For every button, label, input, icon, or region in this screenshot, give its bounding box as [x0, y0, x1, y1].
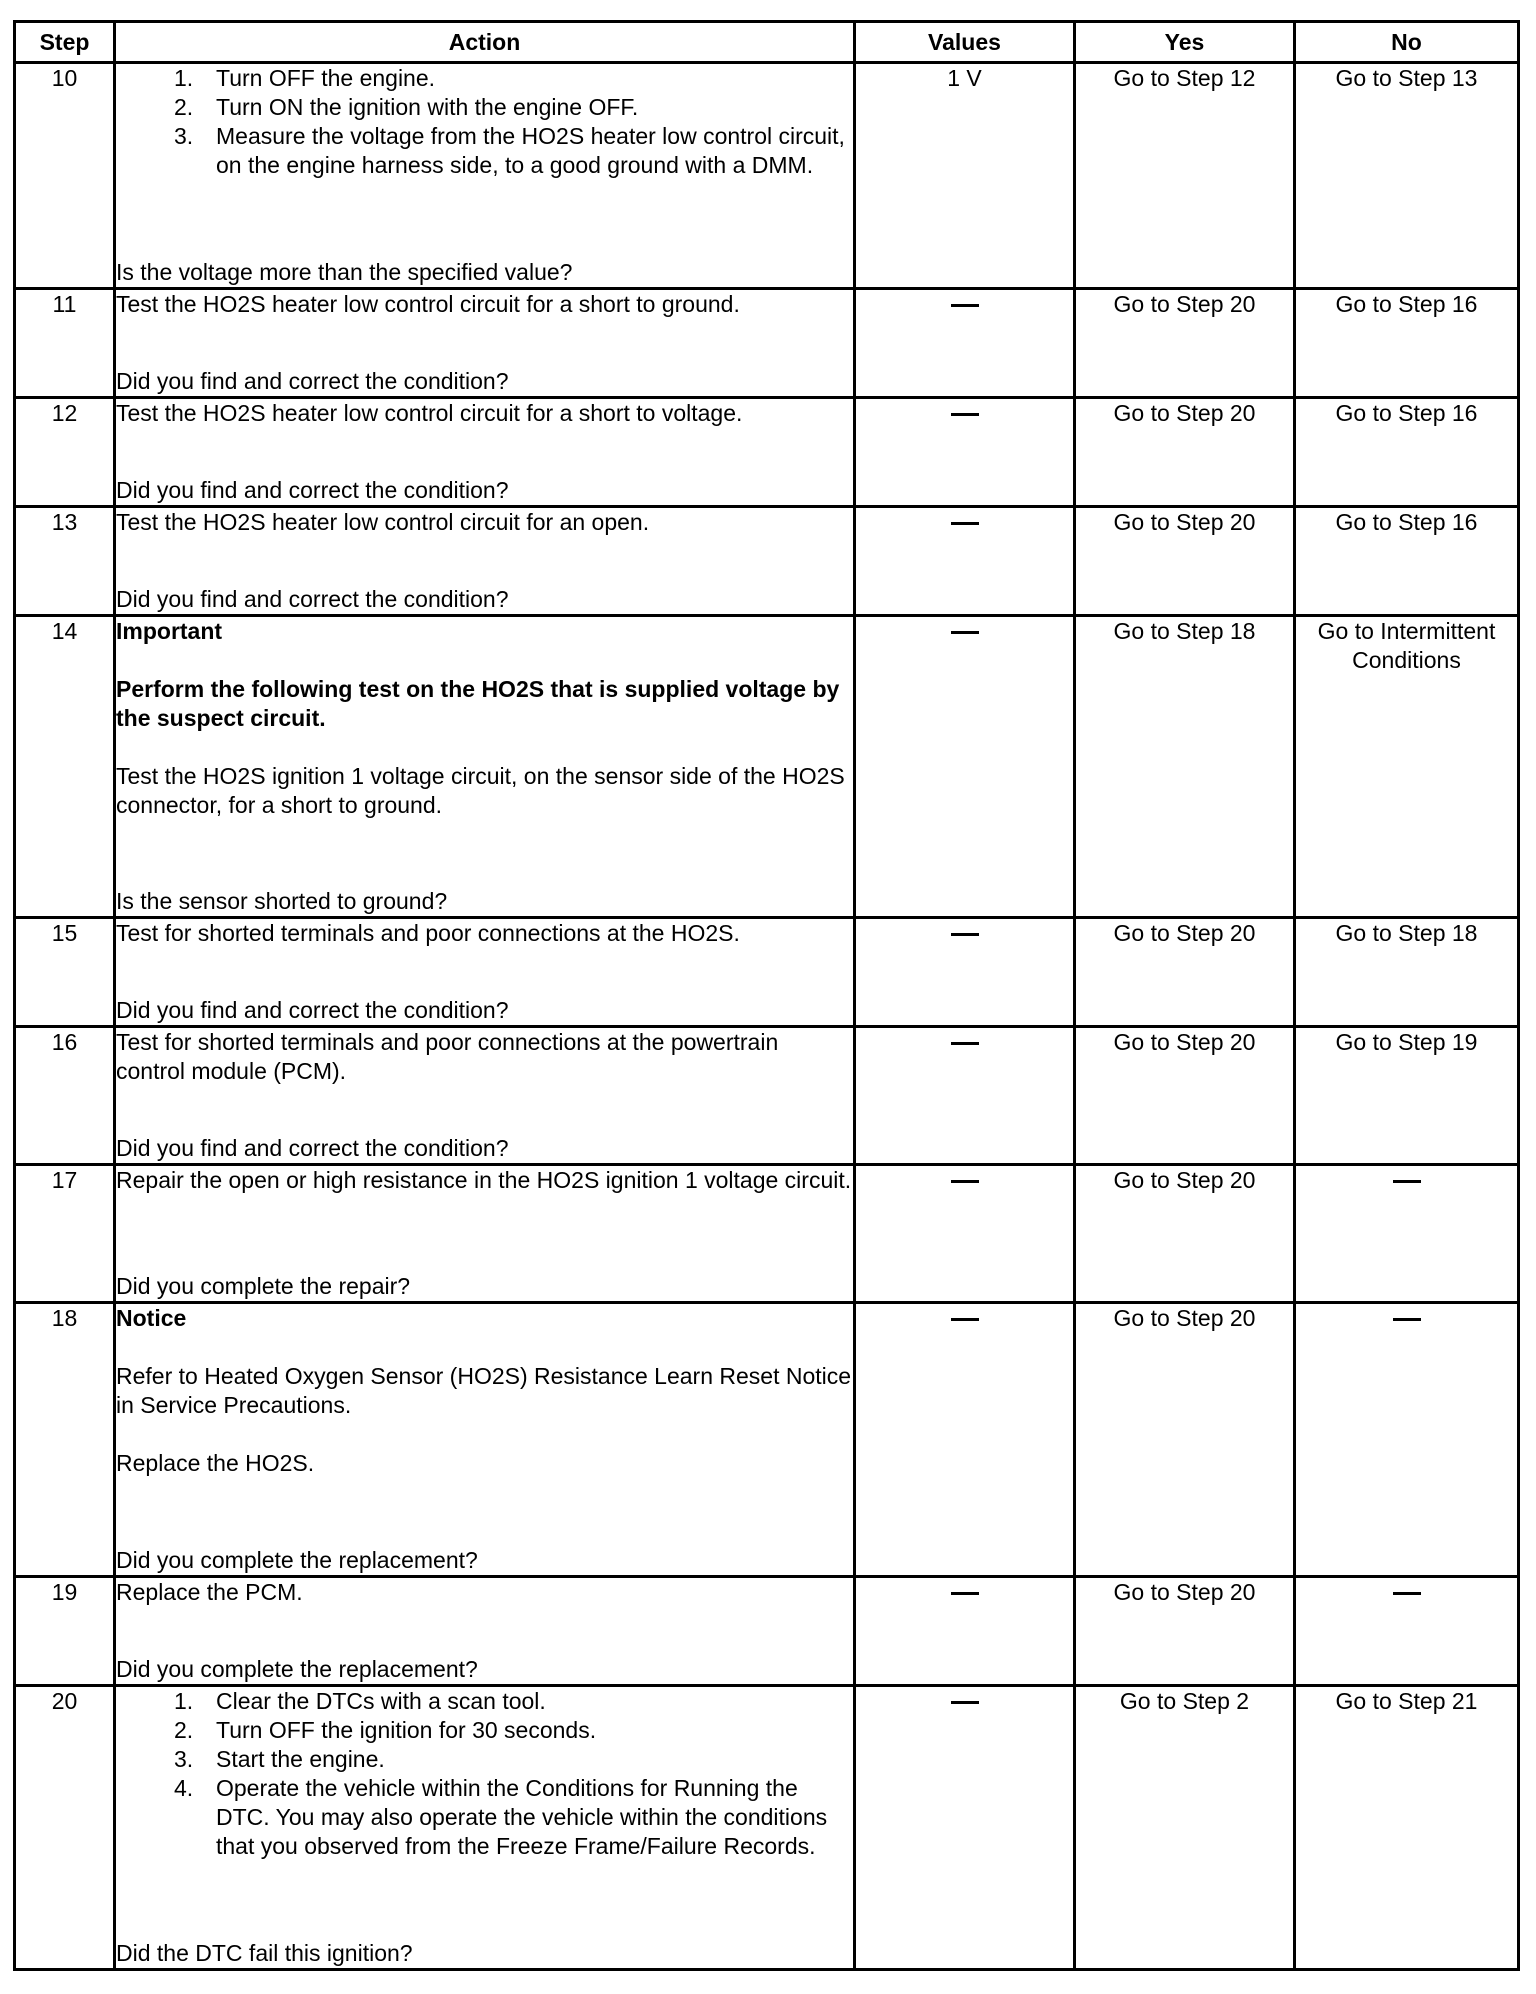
action-cell	[115, 63, 855, 289]
step-number: 15	[15, 918, 115, 1027]
action-heading: Important	[116, 618, 223, 644]
action-step-text: Clear the DTCs with a scan tool.	[216, 1688, 546, 1714]
action-cell	[115, 398, 855, 507]
values-cell	[855, 918, 1075, 1027]
no-cell: Go to Step 13	[1295, 63, 1519, 289]
action-question: Did you find and correct the condition?	[116, 1135, 509, 1161]
no-cell: Go to Step 16	[1295, 289, 1519, 398]
values-cell: 1 V	[855, 63, 1075, 289]
action-question: Did you find and correct the condition?	[116, 997, 509, 1023]
action-heading: Perform the following test on the HO2S that is supplied voltage by the suspect circuit.	[116, 676, 840, 731]
action-cell	[115, 1165, 855, 1303]
action-step-number: 1.	[174, 1688, 194, 1714]
action-step-item	[116, 1687, 853, 1716]
no-cell: Go to Intermittent Conditions	[1295, 616, 1519, 918]
table-row	[15, 398, 1519, 507]
dash-mark	[1393, 1180, 1421, 1183]
action-step-item	[116, 64, 853, 93]
action-step-item	[116, 1774, 853, 1861]
dash-mark	[951, 1701, 979, 1704]
action-body	[116, 64, 853, 180]
action-cell	[115, 1027, 855, 1165]
action-text: Test the HO2S heater low control circuit for a short to ground.	[116, 291, 740, 317]
values-cell	[855, 1577, 1075, 1686]
yes-cell: Go to Step 20	[1075, 507, 1295, 616]
action-content	[116, 617, 853, 916]
action-step-number: 4.	[174, 1775, 194, 1801]
action-body	[116, 1578, 853, 1607]
action-text: Refer to Heated Oxygen Sensor (HO2S) Resistance Learn Reset Notice in Service Precautions.	[116, 1363, 852, 1418]
action-body	[116, 919, 853, 948]
action-question: Did you complete the replacement?	[116, 1656, 478, 1682]
action-cell	[115, 507, 855, 616]
step-number: 10	[15, 63, 115, 289]
dash-mark	[951, 413, 979, 416]
action-step-number: 1.	[174, 65, 194, 91]
dash-mark	[951, 1318, 979, 1321]
action-question: Did you complete the repair?	[116, 1273, 411, 1299]
yes-cell: Go to Step 2	[1075, 1686, 1295, 1970]
values-cell	[855, 1027, 1075, 1165]
action-body	[116, 1687, 853, 1861]
step-number: 12	[15, 398, 115, 507]
action-cell	[115, 1303, 855, 1577]
values-cell	[855, 1686, 1075, 1970]
action-step-text: Turn ON the ignition with the engine OFF.	[216, 94, 639, 120]
action-cell	[115, 1686, 855, 1970]
yes-cell: Go to Step 20	[1075, 918, 1295, 1027]
action-steps-list	[116, 64, 853, 180]
header-step: Step	[15, 22, 115, 63]
action-step-number: 3.	[174, 1746, 194, 1772]
action-body	[116, 508, 853, 537]
action-content	[116, 919, 853, 1025]
step-number: 17	[15, 1165, 115, 1303]
no-cell: Go to Step 21	[1295, 1686, 1519, 1970]
action-text: Test the HO2S heater low control circuit for an open.	[116, 509, 650, 535]
values-cell	[855, 1165, 1075, 1303]
action-text: Test the HO2S ignition 1 voltage circuit, on the sensor side of the HO2S connector, for a short to ground.	[116, 763, 845, 818]
dash-mark	[951, 1042, 979, 1045]
action-body	[116, 617, 853, 820]
action-body	[116, 1304, 853, 1478]
diagnostic-table	[13, 20, 1520, 1971]
step-number: 19	[15, 1577, 115, 1686]
no-cell	[1295, 1577, 1519, 1686]
dash-mark	[951, 522, 979, 525]
table-row	[15, 507, 1519, 616]
yes-cell: Go to Step 18	[1075, 616, 1295, 918]
action-text: Test for shorted terminals and poor connections at the powertrain control module (PCM).	[116, 1029, 779, 1084]
values-cell	[855, 289, 1075, 398]
action-content	[116, 1687, 853, 1968]
no-cell: Go to Step 16	[1295, 507, 1519, 616]
table-row	[15, 1027, 1519, 1165]
table-row	[15, 63, 1519, 289]
action-text: Replace the PCM.	[116, 1579, 303, 1605]
action-question: Is the voltage more than the specified value?	[116, 259, 573, 285]
action-step-item	[116, 93, 853, 122]
action-question: Did you find and correct the condition?	[116, 368, 509, 394]
action-body	[116, 1028, 853, 1086]
action-step-item	[116, 1716, 853, 1745]
action-content	[116, 1028, 853, 1163]
table-row	[15, 918, 1519, 1027]
header-row	[15, 22, 1519, 63]
yes-cell: Go to Step 20	[1075, 1165, 1295, 1303]
action-text: Test for shorted terminals and poor connections at the HO2S.	[116, 920, 740, 946]
action-step-text: Operate the vehicle within the Conditions for Running the DTC. You may also operate the vehicle within the conditions that you observed from the Freeze Frame/Failure Records.	[216, 1775, 828, 1859]
no-cell	[1295, 1303, 1519, 1577]
action-step-number: 2.	[174, 1717, 194, 1743]
action-cell	[115, 616, 855, 918]
step-number: 18	[15, 1303, 115, 1577]
action-question: Did you find and correct the condition?	[116, 477, 509, 503]
action-content	[116, 290, 853, 396]
no-cell: Go to Step 18	[1295, 918, 1519, 1027]
action-question: Did you find and correct the condition?	[116, 586, 509, 612]
dash-mark	[951, 933, 979, 936]
values-cell	[855, 1303, 1075, 1577]
action-question: Did the DTC fail this ignition?	[116, 1940, 413, 1966]
yes-cell: Go to Step 20	[1075, 1027, 1295, 1165]
action-step-text: Measure the voltage from the HO2S heater low control circuit, on the engine harness side, to a good ground with a DMM.	[216, 123, 845, 178]
action-content	[116, 1578, 853, 1684]
action-cell	[115, 1577, 855, 1686]
step-number: 11	[15, 289, 115, 398]
values-cell	[855, 507, 1075, 616]
header-values: Values	[855, 22, 1075, 63]
action-text: Test the HO2S heater low control circuit for a short to voltage.	[116, 400, 743, 426]
action-step-number: 2.	[174, 94, 194, 120]
dash-mark	[1393, 1318, 1421, 1321]
table-row	[15, 1165, 1519, 1303]
action-steps-list	[116, 1687, 853, 1861]
table-row	[15, 289, 1519, 398]
action-cell	[115, 918, 855, 1027]
no-cell: Go to Step 19	[1295, 1027, 1519, 1165]
action-text: Repair the open or high resistance in the HO2S ignition 1 voltage circuit.	[116, 1167, 852, 1193]
action-content	[116, 64, 853, 287]
action-step-item	[116, 1745, 853, 1774]
yes-cell: Go to Step 20	[1075, 1577, 1295, 1686]
action-content	[116, 399, 853, 505]
dash-mark	[951, 1592, 979, 1595]
table-row	[15, 1686, 1519, 1970]
action-step-text: Start the engine.	[216, 1746, 385, 1772]
dash-mark	[1393, 1592, 1421, 1595]
yes-cell: Go to Step 12	[1075, 63, 1295, 289]
action-question: Is the sensor shorted to ground?	[116, 888, 448, 914]
table-row	[15, 616, 1519, 918]
yes-cell: Go to Step 20	[1075, 398, 1295, 507]
dash-mark	[951, 631, 979, 634]
action-text: Replace the HO2S.	[116, 1450, 315, 1476]
step-number: 20	[15, 1686, 115, 1970]
no-cell	[1295, 1165, 1519, 1303]
no-cell: Go to Step 16	[1295, 398, 1519, 507]
yes-cell: Go to Step 20	[1075, 289, 1295, 398]
action-heading: Notice	[116, 1305, 187, 1331]
header-no: No	[1295, 22, 1519, 63]
action-body	[116, 290, 853, 319]
action-question: Did you complete the replacement?	[116, 1547, 478, 1573]
action-step-text: Turn OFF the engine.	[216, 65, 436, 91]
step-number: 16	[15, 1027, 115, 1165]
action-content	[116, 508, 853, 614]
action-content	[116, 1304, 853, 1575]
action-step-number: 3.	[174, 123, 194, 149]
values-cell	[855, 616, 1075, 918]
dash-mark	[951, 304, 979, 307]
header-action: Action	[115, 22, 855, 63]
yes-cell: Go to Step 20	[1075, 1303, 1295, 1577]
header-yes: Yes	[1075, 22, 1295, 63]
values-cell	[855, 398, 1075, 507]
action-cell	[115, 289, 855, 398]
action-body	[116, 1166, 853, 1195]
action-step-text: Turn OFF the ignition for 30 seconds.	[216, 1717, 597, 1743]
table-body	[15, 63, 1519, 1970]
table-row	[15, 1577, 1519, 1686]
table-row	[15, 1303, 1519, 1577]
action-content	[116, 1166, 853, 1301]
step-number: 14	[15, 616, 115, 918]
action-step-item	[116, 122, 853, 180]
action-body	[116, 399, 853, 428]
step-number: 13	[15, 507, 115, 616]
dash-mark	[951, 1180, 979, 1183]
